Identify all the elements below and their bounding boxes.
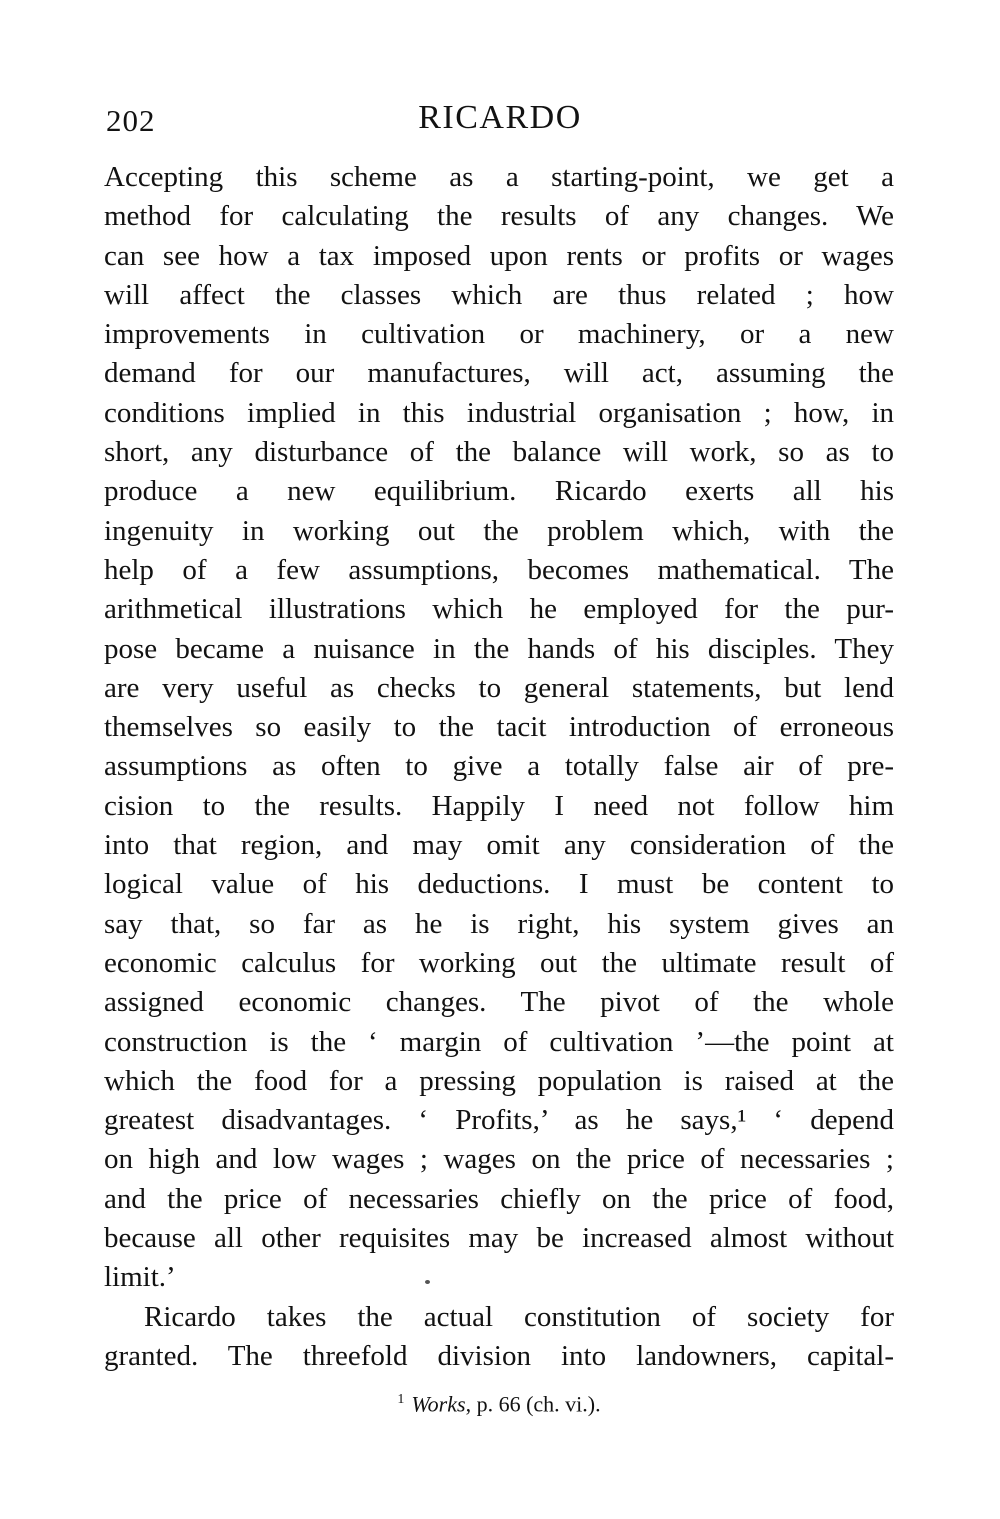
text-line: assigned economic changes. The pivot of the whole — [104, 986, 894, 1019]
text-line: method for calculating the results of any changes. We — [104, 200, 894, 233]
running-title: RICARDO — [418, 99, 582, 136]
text-line: help of a few assumptions, becomes mathematical. The — [104, 553, 894, 586]
text-line: limit.’ — [104, 1261, 176, 1294]
scan-speck — [425, 1280, 430, 1284]
paragraph-2 — [104, 1298, 894, 1377]
text-line: assumptions as often to give a totally false air of pre- — [104, 750, 894, 783]
text-line: pose became a nuisance in the hands of his disciples. They — [104, 632, 894, 665]
text-line: into that region, and may omit any consideration of the — [104, 829, 894, 862]
text-line: on high and low wages ; wages on the price of necessaries ; — [104, 1143, 894, 1176]
text-line: demand for our manufactures, will act, assuming the — [104, 357, 894, 390]
text-line: because all other requisites may be increased almost without — [104, 1222, 894, 1255]
text-line: are very useful as checks to general statements, but lend — [104, 671, 894, 704]
text-line: ingenuity in working out the problem which, with the — [104, 514, 894, 547]
footnote-citation: , p. 66 (ch. vi.). — [465, 1391, 601, 1417]
text-line: construction is the ‘ margin of cultivation ’—the point at — [104, 1025, 894, 1058]
text-line: improvements in cultivation or machinery, or a new — [104, 318, 894, 351]
text-line: logical value of his deductions. I must be content to — [104, 868, 894, 901]
text-line: economic calculus for working out the ultimate result of — [104, 946, 894, 979]
text-line: short, any disturbance of the balance will work, so as to — [104, 436, 894, 469]
text-line: say that, so far as he is right, his system gives an — [104, 907, 894, 940]
footnote-marker: 1 — [397, 1392, 405, 1408]
text-line: which the food for a pressing population is raised at the — [104, 1064, 894, 1097]
footnote — [104, 1385, 894, 1419]
text-line: arithmetical illustrations which he employed for the pur- — [104, 593, 894, 626]
text-line: and the price of necessaries chiefly on the price of food, — [104, 1182, 894, 1215]
text-line: produce a new equilibrium. Ricardo exerts all his — [104, 475, 894, 508]
page-number: 202 — [106, 103, 156, 138]
page-header — [104, 99, 896, 139]
text-line: conditions implied in this industrial organisation ; how, in — [104, 396, 894, 429]
text-line: can see how a tax imposed upon rents or profits or wages — [104, 239, 894, 272]
text-line: Ricardo takes the actual constitution of society for — [144, 1300, 894, 1333]
page-body — [104, 158, 894, 1420]
text-line: greatest disadvantages. ‘ Profits,’ as he says,¹ ‘ depend — [104, 1104, 894, 1137]
text-line: granted. The threefold division into landowners, capital- — [104, 1339, 894, 1372]
text-line: cision to the results. Happily I need not follow him — [104, 789, 894, 822]
text-line: Accepting this scheme as a starting-point, we get a — [104, 161, 894, 193]
text-line: themselves so easily to the tacit introduction of erroneous — [104, 711, 894, 744]
text-line: will affect the classes which are thus related ; how — [104, 278, 894, 311]
paragraph-1 — [104, 158, 894, 1298]
footnote-work-title: Works — [411, 1391, 466, 1417]
